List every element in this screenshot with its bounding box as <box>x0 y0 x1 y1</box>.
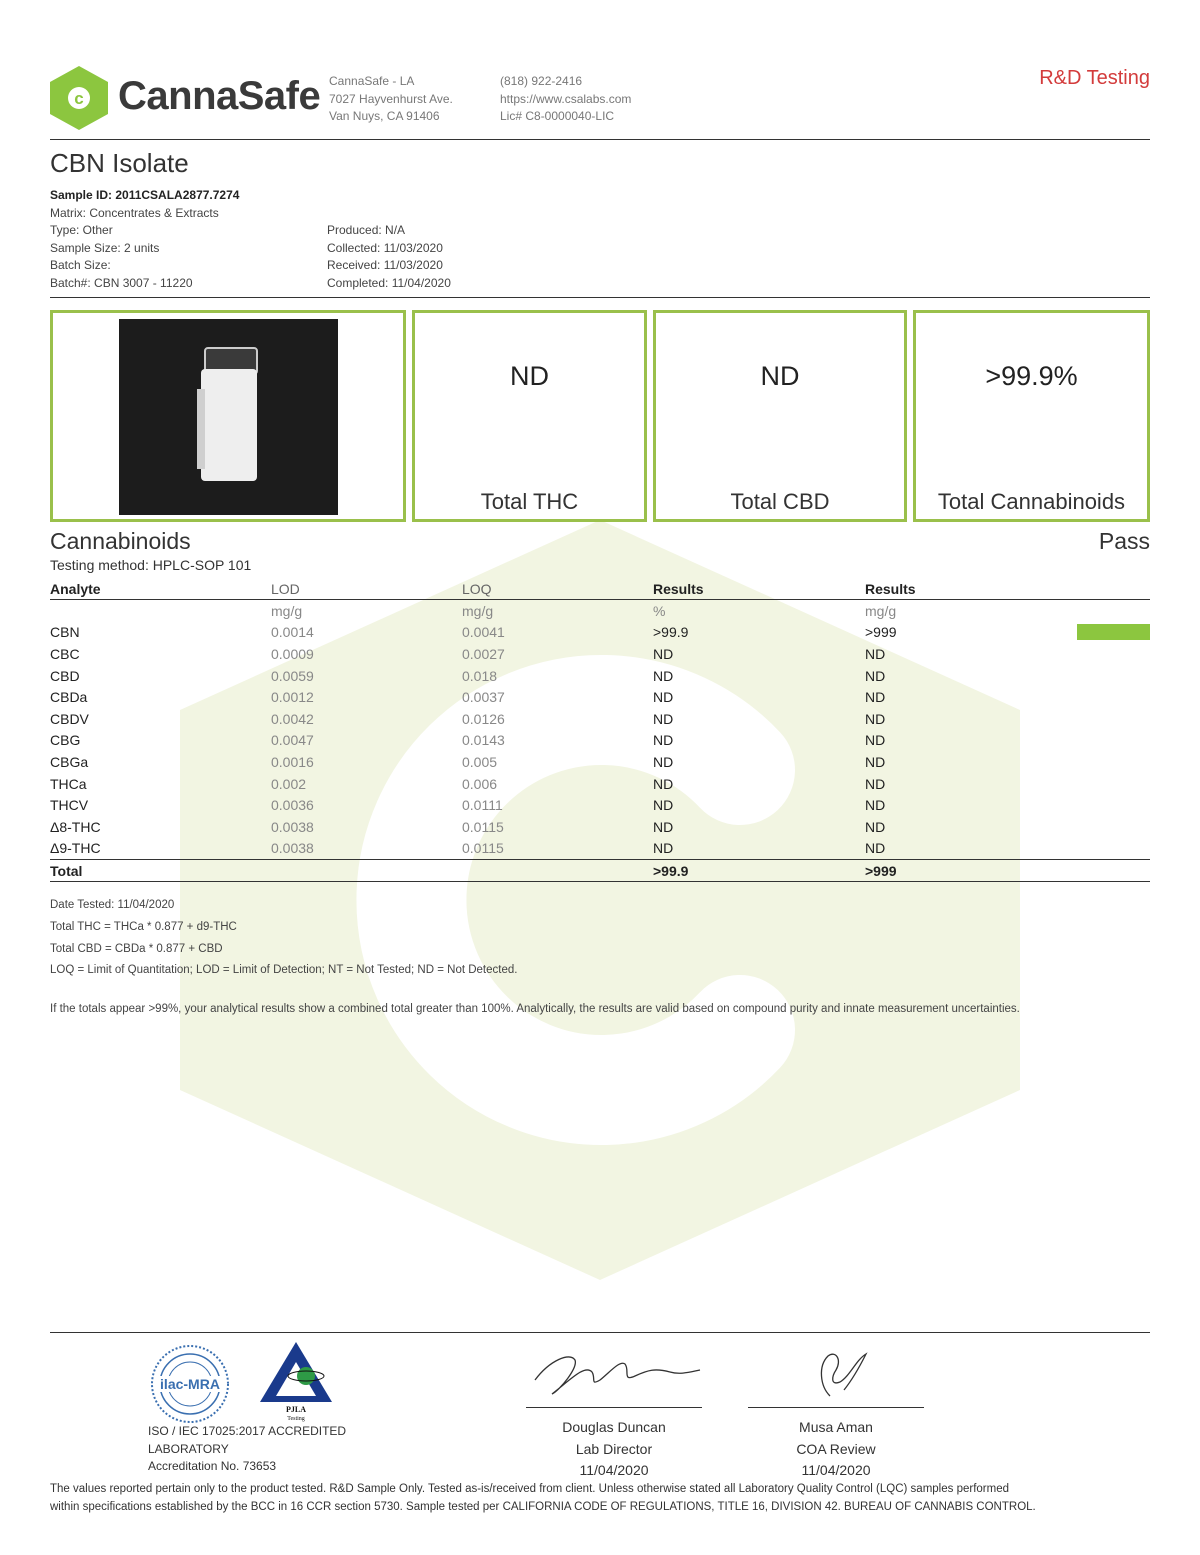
cell-result-pct: ND <box>653 818 674 835</box>
cell-result-pct: ND <box>653 753 674 770</box>
table-row <box>50 794 1150 816</box>
total-cbd-box <box>653 310 907 522</box>
cell-result-pct: ND <box>653 840 674 857</box>
logo-hex-icon <box>50 66 108 130</box>
total-cbd-value: ND <box>760 361 800 391</box>
cell-result-pct: >99.9 <box>653 624 689 641</box>
signature-line <box>748 1407 924 1408</box>
cell-result-mg: ND <box>865 753 886 770</box>
footer-disclaimer: The values reported pertain only to the product tested. R&D Sample Only. Tested as-is/received from client. Unless otherwise stated all Laboratory Quality Control (LQC) samples performed within specifications established by the BCC in 16 CCR section 5730. Sample tested per CALIFORNIA CODE OF REGULATIONS, TITLE 16, DIVISION 42. BUREAU OF CANNABIS CONTROL. <box>50 1483 1036 1513</box>
cell-loq: 0.005 <box>462 753 498 770</box>
total-label: Total <box>50 860 271 882</box>
table-row <box>50 751 1150 773</box>
total-cannabinoids-label: Total Cannabinoids <box>937 489 1126 514</box>
table-row <box>50 622 1150 644</box>
col-header-results-mg: Results <box>865 578 1077 600</box>
signer-musa-aman: Musa Aman COA Review 11/04/2020 <box>796 1419 876 1478</box>
total-cannabinoids-box <box>913 310 1150 522</box>
sample-photo-box <box>50 310 406 522</box>
cell-lod: 0.0038 <box>271 818 314 835</box>
total-row <box>50 860 1150 882</box>
cell-result-mg: ND <box>865 840 886 857</box>
svg-text:PJLA: PJLA <box>286 1405 306 1414</box>
table-row <box>50 838 1150 860</box>
rd-testing-tag: R&D Testing <box>1039 67 1150 89</box>
cell-result-mg: ND <box>865 732 886 749</box>
disclaimer: If the totals appear >99%, your analytical results show a combined total greater than 100%. Analytically, the results are valid based on compound purity and innate measurement uncertainties. <box>50 1003 1020 1015</box>
table-row <box>50 686 1150 708</box>
cell-lod: 0.0009 <box>271 645 314 662</box>
result-bar <box>1077 624 1150 640</box>
testing-method: Testing method: HPLC-SOP 101 <box>50 557 252 573</box>
cell-analyte: CBG <box>50 732 81 749</box>
cell-result-pct: ND <box>653 732 674 749</box>
sample-info-right: Produced: N/A Collected: 11/03/2020 Received: 11/03/2020 Completed: 11/04/2020 <box>327 223 451 290</box>
divider <box>50 1332 1150 1333</box>
cell-result-mg: ND <box>865 689 886 706</box>
cell-loq: 0.0027 <box>462 645 505 662</box>
col-header-lod: LOD <box>271 578 462 600</box>
svg-text:Testing: Testing <box>287 1416 305 1422</box>
cell-analyte: CBC <box>50 645 80 662</box>
signature-douglas-duncan <box>530 1350 705 1400</box>
pjla-logo-icon <box>258 1340 334 1422</box>
table-row <box>50 643 1150 665</box>
svg-text:ilac-MRA: ilac-MRA <box>160 1376 220 1392</box>
cell-loq: 0.0143 <box>462 732 505 749</box>
cell-lod: 0.0016 <box>271 753 314 770</box>
cell-lod: 0.0038 <box>271 840 314 857</box>
note-total-cbd: Total CBD = CBDa * 0.877 + CBD <box>50 942 223 955</box>
cell-loq: 0.0041 <box>462 624 505 641</box>
cell-result-pct: ND <box>653 689 674 706</box>
signature-line <box>526 1407 702 1408</box>
cell-lod: 0.0014 <box>271 624 314 641</box>
cell-analyte: CBN <box>50 624 80 641</box>
divider <box>50 297 1150 298</box>
cell-analyte: THCa <box>50 775 87 792</box>
signer-douglas-duncan: Douglas Duncan Lab Director 11/04/2020 <box>562 1419 666 1478</box>
total-cbd-label: Total CBD <box>730 489 830 514</box>
table-row <box>50 665 1150 687</box>
cell-result-pct: ND <box>653 710 674 727</box>
pass-status: Pass <box>1098 528 1150 554</box>
table-row <box>50 730 1150 752</box>
cell-loq: 0.018 <box>462 667 498 684</box>
cell-loq: 0.006 <box>462 775 498 792</box>
cell-result-mg: >999 <box>865 624 897 641</box>
note-total-thc: Total THC = THCa * 0.877 + d9-THC <box>50 920 237 933</box>
table-row <box>50 708 1150 730</box>
cell-analyte: CBD <box>50 667 80 684</box>
col-header-analyte: Analyte <box>50 578 271 600</box>
cell-analyte: Δ9-THC <box>50 840 101 857</box>
product-title: CBN Isolate <box>50 148 189 178</box>
cell-analyte: THCV <box>50 797 89 814</box>
cell-result-mg: ND <box>865 667 886 684</box>
accreditation-text: ISO / IEC 17025:2017 ACCREDITED LABORATORY Accreditation No. 73653 <box>148 1424 347 1473</box>
signature-musa-aman <box>800 1346 880 1402</box>
cell-loq: 0.0115 <box>462 840 504 857</box>
svg-text:c: c <box>74 89 84 108</box>
lab-address: CannaSafe - LA 7027 Hayvenhurst Ave. Van Nuys, CA 91406 <box>329 74 453 123</box>
cell-loq: 0.0115 <box>462 818 504 835</box>
cell-lod: 0.0012 <box>271 689 314 706</box>
cell-result-pct: ND <box>653 775 674 792</box>
note-legend: LOQ = Limit of Quantitation; LOD = Limit of Detection; NT = Not Tested; ND = Not Detected. <box>50 964 518 977</box>
cell-loq: 0.0126 <box>462 710 505 727</box>
cell-lod: 0.0036 <box>271 797 314 814</box>
total-pct: >99.9 <box>653 860 865 882</box>
cell-lod: 0.002 <box>271 775 307 792</box>
cell-analyte: CBDa <box>50 689 88 706</box>
cell-result-mg: ND <box>865 797 886 814</box>
lab-contact: (818) 922-2416 https://www.csalabs.com Lic# C8-0000040-LIC <box>500 74 632 123</box>
table-row <box>50 816 1150 838</box>
sample-info-left: Sample ID: 2011CSALA2877.7274 Matrix: Concentrates & Extracts Type: Other Sample Size: 2 units Batch Size: Batch#: CBN 3007 - 11220 <box>50 188 240 290</box>
note-date-tested: Date Tested: 11/04/2020 <box>50 899 175 911</box>
results-table <box>50 578 1150 882</box>
cell-lod: 0.0042 <box>271 710 314 727</box>
cell-result-mg: ND <box>865 645 886 662</box>
divider <box>50 139 1150 140</box>
total-thc-value: ND <box>510 361 549 391</box>
cell-analyte: CBDV <box>50 710 89 727</box>
brand-name: CannaSafe <box>118 74 321 118</box>
sample-photo <box>119 319 338 515</box>
cell-lod: 0.0059 <box>271 667 314 684</box>
cell-result-pct: ND <box>653 797 674 814</box>
units-row: mg/g mg/g % mg/g <box>271 602 897 619</box>
total-thc-label: Total THC <box>480 489 579 514</box>
cell-result-pct: ND <box>653 645 674 662</box>
col-header-results-pct: Results <box>653 578 865 600</box>
cell-result-mg: ND <box>865 710 886 727</box>
cell-analyte: CBGa <box>50 753 89 770</box>
col-header-loq: LOQ <box>462 578 653 600</box>
total-cannabinoids-value: >99.9% <box>985 361 1078 391</box>
cell-loq: 0.0037 <box>462 689 505 706</box>
cell-loq: 0.0111 <box>462 797 503 814</box>
section-title: Cannabinoids <box>50 528 191 554</box>
cell-analyte: Δ8-THC <box>50 818 101 835</box>
cell-result-mg: ND <box>865 818 886 835</box>
ilac-mra-logo-icon <box>150 1344 230 1424</box>
cell-result-pct: ND <box>653 667 674 684</box>
total-thc-box <box>412 310 647 522</box>
total-mg: >999 <box>865 860 1077 882</box>
table-row <box>50 773 1150 795</box>
table-header-row <box>50 578 1150 600</box>
notes <box>50 895 517 982</box>
cell-result-mg: ND <box>865 775 886 792</box>
cell-lod: 0.0047 <box>271 732 314 749</box>
